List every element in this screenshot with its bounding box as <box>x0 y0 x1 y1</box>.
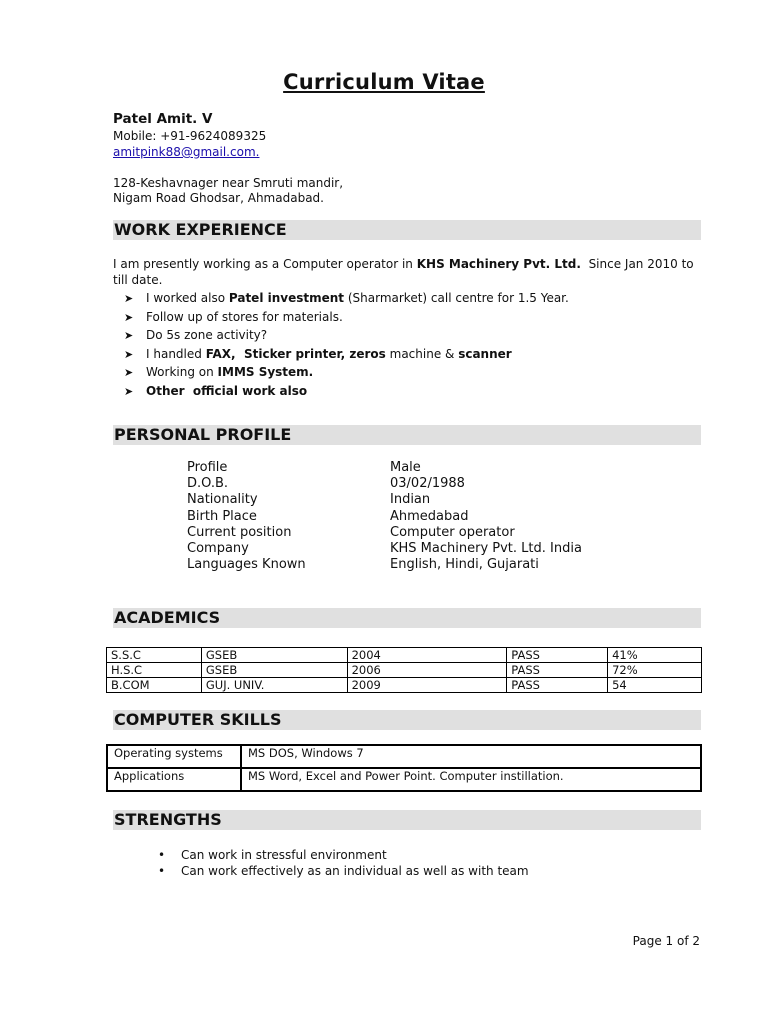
academics-table <box>106 647 702 693</box>
profile-value: Indian <box>390 492 431 508</box>
strength-text: Can work in stressful environment <box>181 848 387 862</box>
profile-row <box>187 525 582 541</box>
profile-value: Ahmedabad <box>390 508 469 524</box>
table-cell: S.S.C <box>107 648 202 663</box>
profile-row <box>187 509 582 525</box>
list-item <box>124 382 569 401</box>
profile-row <box>187 476 582 492</box>
arrow-bullet-icon: ➤ <box>124 347 134 361</box>
candidate-name: Patel Amit. V <box>113 111 213 127</box>
section-computer-skills: COMPUTER SKILLS <box>113 710 701 730</box>
bullet-bold: FAX, Sticker printer, zeros <box>205 346 386 361</box>
table-cell: GSEB <box>201 648 347 663</box>
email-link-wrapper <box>113 144 259 160</box>
table-cell: MS DOS, Windows 7 <box>241 745 701 768</box>
section-personal-profile: PERSONAL PROFILE <box>113 425 701 445</box>
profile-value: Computer operator <box>390 524 515 540</box>
list-item <box>124 345 569 364</box>
profile-label: Nationality <box>187 492 258 508</box>
table-row <box>107 648 702 663</box>
address-line-1: 128-Keshavnager near Smruti mandir, <box>113 176 344 190</box>
profile-row <box>187 460 582 476</box>
section-strengths: STRENGTHS <box>113 810 701 830</box>
profile-value: Male <box>390 460 421 475</box>
table-cell: 41% <box>608 648 702 663</box>
table-cell: 54 <box>608 678 702 693</box>
bullet-bold: IMMS System. <box>217 365 314 379</box>
section-work-experience: WORK EXPERIENCE <box>113 220 701 240</box>
section-academics: ACADEMICS <box>113 608 701 628</box>
arrow-bullet-icon: ➤ <box>124 292 134 305</box>
arrow-bullet-icon: ➤ <box>124 329 134 342</box>
table-cell: PASS <box>507 648 608 663</box>
work-bullets <box>124 289 569 400</box>
page-number: Page 1 of 2 <box>632 934 700 948</box>
bullet-text: Follow up of stores for materials. <box>146 309 343 324</box>
bullet-text: Working on <box>146 365 218 379</box>
bullet-dot-icon: • <box>158 863 166 878</box>
profile-label: Profile <box>187 460 228 475</box>
list-item <box>158 848 529 864</box>
email-link[interactable]: amitpink88@gmail.com. <box>113 145 260 159</box>
strengths-list <box>158 848 529 879</box>
table-cell: B.COM <box>107 678 202 693</box>
table-cell: 72% <box>608 663 702 678</box>
list-item <box>124 326 569 345</box>
list-item <box>124 308 569 327</box>
list-item <box>158 864 529 880</box>
mobile-number: Mobile: +91-9624089325 <box>113 129 267 143</box>
profile-row <box>187 492 582 508</box>
arrow-bullet-icon: ➤ <box>124 384 134 398</box>
work-intro <box>113 257 703 288</box>
bullet-dot-icon: • <box>158 848 166 862</box>
profile-list <box>187 460 582 573</box>
profile-label: Birth Place <box>187 508 257 524</box>
table-cell: PASS <box>507 663 608 678</box>
bullet-text: (Sharmarket) call centre for 1.5 Year. <box>344 291 569 305</box>
bullet-text: I handled <box>146 346 206 361</box>
computer-skills-table <box>106 744 702 792</box>
bullet-bold: Patel investment <box>228 291 345 305</box>
list-item <box>124 289 569 308</box>
table-row <box>107 663 702 678</box>
table-cell: PASS <box>507 678 608 693</box>
profile-value: 03/02/1988 <box>390 476 465 492</box>
profile-row <box>187 557 582 573</box>
table-cell: 2004 <box>347 648 507 663</box>
profile-label: Company <box>187 541 249 557</box>
table-row <box>107 745 701 768</box>
work-intro-prefix: I am presently working as a Computer operator in <box>113 257 417 271</box>
table-cell: GSEB <box>201 663 347 678</box>
document-title: Curriculum Vitae <box>283 70 485 94</box>
profile-row <box>187 541 582 557</box>
profile-value: KHS Machinery Pvt. Ltd. India <box>390 541 582 557</box>
table-cell: GUJ. UNIV. <box>201 678 347 693</box>
address-line-2: Nigam Road Ghodsar, Ahmadabad. <box>113 191 324 205</box>
work-intro-suffix: Since Jan 2010 to till date. <box>113 257 698 287</box>
table-cell: Applications <box>107 768 241 791</box>
profile-label: D.O.B. <box>187 476 229 492</box>
table-cell: 2009 <box>347 678 507 693</box>
bullet-text: machine & <box>385 346 459 361</box>
table-cell: H.S.C <box>107 663 202 678</box>
profile-label: Current position <box>187 524 292 540</box>
bullet-bold: Other official work also <box>146 383 308 398</box>
table-cell: MS Word, Excel and Power Point. Computer instillation. <box>241 768 701 791</box>
strength-text: Can work effectively as an individual as well as with team <box>181 863 529 878</box>
arrow-bullet-icon: ➤ <box>124 366 134 379</box>
table-cell: Operating systems <box>107 745 241 768</box>
bullet-bold: scanner <box>458 346 512 361</box>
bullet-text: I worked also <box>146 291 229 305</box>
table-row <box>107 678 702 693</box>
table-row <box>107 768 701 791</box>
arrow-bullet-icon: ➤ <box>124 310 134 324</box>
table-cell: 2006 <box>347 663 507 678</box>
list-item <box>124 363 569 382</box>
profile-value: English, Hindi, Gujarati <box>390 557 539 573</box>
profile-label: Languages Known <box>187 557 306 573</box>
bullet-text: Do 5s zone activity? <box>146 328 268 342</box>
work-intro-company: KHS Machinery Pvt. Ltd. <box>416 257 581 271</box>
